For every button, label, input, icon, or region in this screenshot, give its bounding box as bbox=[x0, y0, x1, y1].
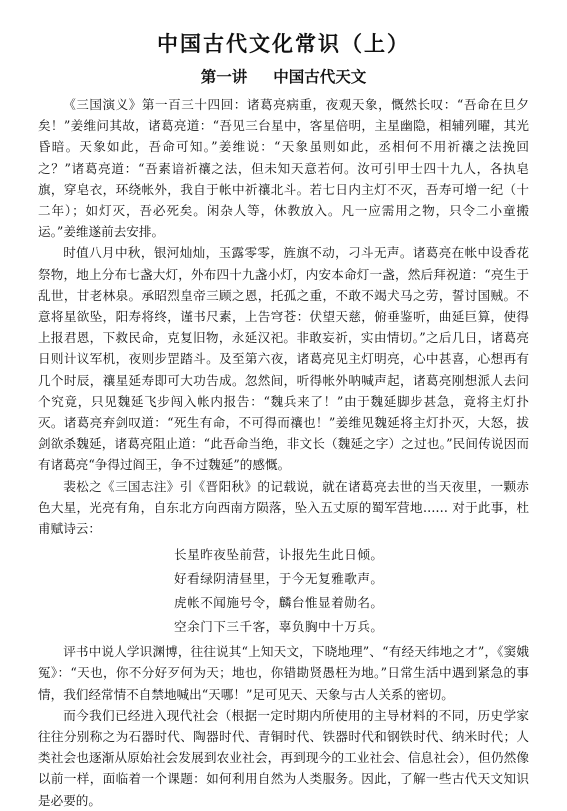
paragraph-4: 评书中说人学识渊博，往往说其“上知天文，下晓地理”、“有经天纬地之才”，《窦娥冤》：“天也，你不分好歹何为天；地也，你错勘贤愚枉为地。”日常生活中遇到紧急的事情，我们经常情不自禁地喊出“天哪！”足可见天、天象与古人关系的密切。 bbox=[38, 644, 529, 702]
poem-line-1: 长星昨夜坠前营，讣报先生此日倾。 bbox=[174, 547, 384, 563]
paragraph-2: 时值八月中秋，银河灿灿，玉露零零，旌旗不动，刁斗无声。诸葛亮在帐中设香花祭物，地上分布七盏大灯，外布四十九盏小灯，内安本命灯一盏，然后拜祝道：“亮生于乱世，甘老林泉。承昭烈皇帝三顾之恩，托孤之重，不敢不竭犬马之劳，誓讨国贼。不意将星欲坠，阳寿将终，谨书尺素，上告穹苍：伏望天慈，俯垂鉴听，曲延巨算，使得上报君恩，下救民命，克复旧物，永延汉祀。非敢妄祈，实由情切。”之后几日，诸葛亮日则计议军机，夜则步罡踏斗。及至第六夜，诸葛亮见主灯明亮，心中甚喜，心想再有几个时辰，禳星延寿即可大功告成。忽然间，听得帐外呐喊声起，诸葛亮刚想派人去问个究竟，只见魏延飞步闯入帐内报告：“魏兵来了！”由于魏延脚步甚急，竟将主灯扑灭。诸葛亮弃剑叹道：“死生有命，不可得而禳也！”姜维见魏延将主灯扑灭，大怒，拔剑欲杀魏延，诸葛亮阻止道：“此吾命当绝，非文长（魏延之字）之过也。”民间传说因而有诸葛亮“争得过阎王，争不过魏延”的感慨。 bbox=[38, 245, 529, 473]
lecture-title: 中国古代天文 bbox=[273, 67, 367, 86]
lecture-number: 第一讲 bbox=[200, 67, 248, 86]
poem-line-4: 空余门下三千客，辜负胸中十万兵。 bbox=[174, 619, 384, 635]
poem-line-3: 虎帐不闻施号令，麟台惟显着勋名。 bbox=[174, 595, 384, 611]
paragraph-5: 而今我们已经进入现代社会（根据一定时期内所使用的主导材料的不同，历史学家往往分别称之为石器时代、陶器时代、青铜时代、铁器时代和钢铁时代、纳米时代；人类社会也逐渐从原始社会发展到农业社会，再到现今的工业社会、信息社会），但仍然像以前一样，面临着一个课题：如何利用自然为人类服务。因此，了解一些古代天文知识是必要的。 bbox=[38, 707, 529, 808]
document-title: 中国古代文化常识（上） bbox=[157, 31, 410, 56]
paragraph-3: 裴松之《三国志注》引《晋阳秋》的记载说，就在诸葛亮去世的当天夜里，一颗赤色大星，光亮有角，自东北方向西南方陨落，坠入五丈原的蜀军营地…… 对于此事，杜甫赋诗云： bbox=[38, 478, 529, 537]
poem-block bbox=[38, 543, 529, 639]
lecture-heading bbox=[38, 66, 529, 88]
paragraph-1: 《三国演义》第一百三十四回：诸葛亮病重，夜观天象，慨然长叹：“吾命在旦夕矣！”姜维问其故，诸葛亮道：“吾见三台星中，客星倍明，主星幽隐，相辅列曜，其光昏暗。天象如此，吾命可知。”姜维说：“天象虽则如此，丞相何不用祈禳之法挽回之？”诸葛亮道：“吾素谙祈禳之法，但未知天意若何。汝可引甲士四十九人，各执皂旗，穿皂衣，环绕帐外，我自于帐中祈禳北斗。若七日内主灯不灭，吾寿可增一纪（十二年）；如灯灭，吾必死矣。闲杂人等，休教放入。凡一应需用之物，只令二小童搬运。”姜维遂前去安排。 bbox=[38, 97, 529, 240]
poem-line-2: 好看绿阴清昼里，于今无复雅歌声。 bbox=[174, 571, 384, 587]
